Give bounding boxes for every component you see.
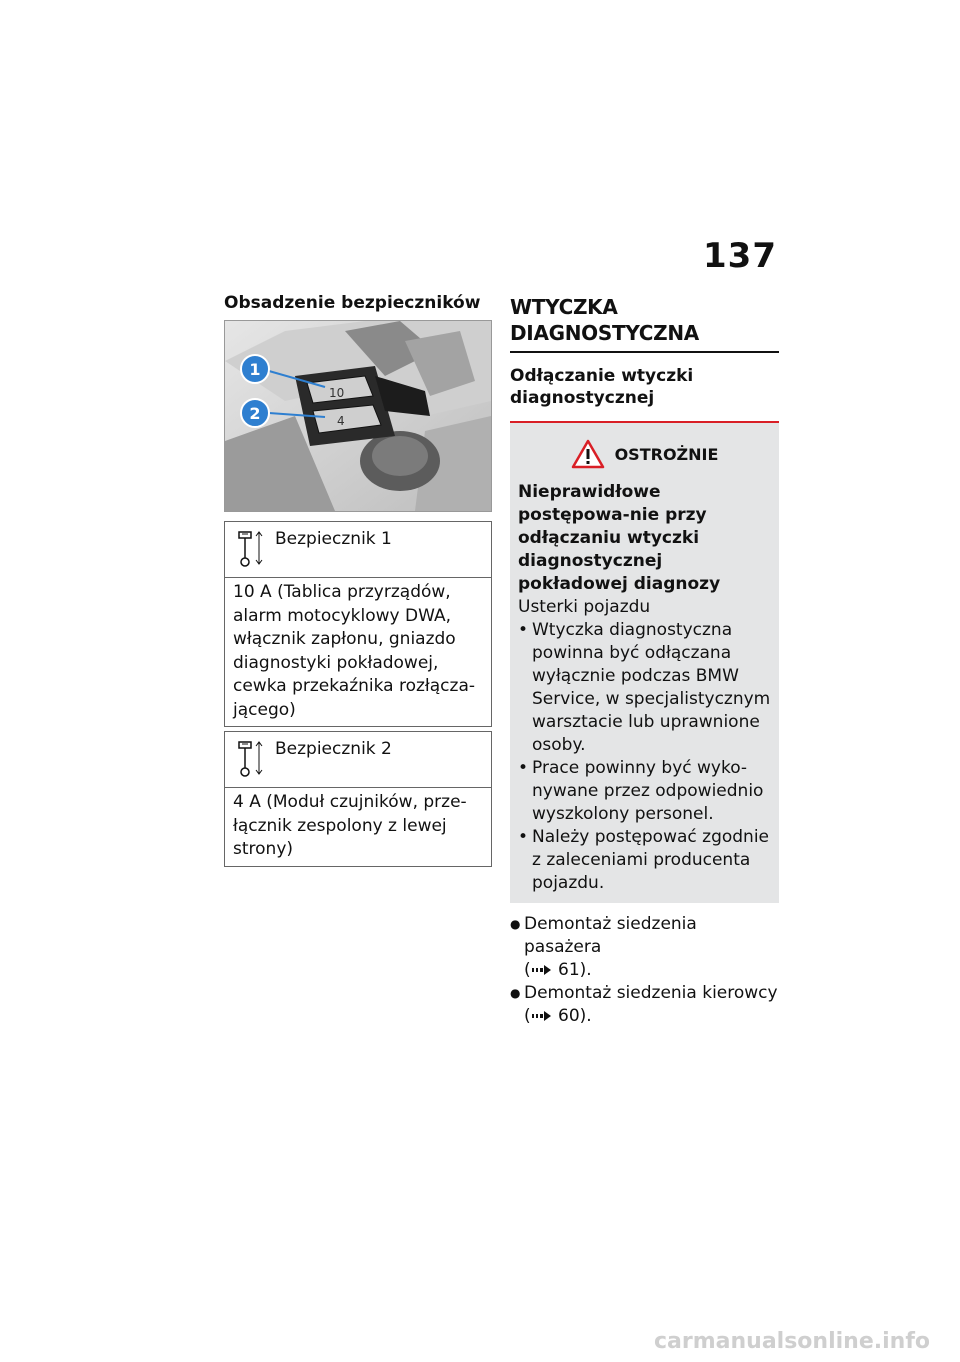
watermark: carmanualsonline.info <box>654 1329 930 1354</box>
step-2-text: Demontaż siedzenia kierowcy <box>524 983 778 1003</box>
fuse-1-box <box>224 521 492 727</box>
step-1-text: Demontaż siedzenia pasażera <box>524 914 697 957</box>
step-2-ref-page: 60). <box>558 1006 592 1026</box>
fuse-photo-illustration <box>225 321 491 511</box>
step-1-reference[interactable]: ( 61). <box>524 960 592 980</box>
procedure-steps <box>510 913 779 1028</box>
caution-label: OSTROŻNIE <box>614 444 719 464</box>
fuse-1-title: Bezpiecznik 1 <box>275 529 392 549</box>
fuse-label-2: 4 <box>337 414 345 428</box>
fuse-2-box <box>224 731 492 867</box>
caution-bullet: • Prace powinny być wyko-nywane przez odpowiednio wyszkolony personel. <box>518 757 771 826</box>
sub-title: Odłączanie wtyczki diagnostycznej <box>510 365 779 423</box>
fuse-label-1: 10 <box>329 386 345 400</box>
step-1-ref-page: 61). <box>558 960 592 980</box>
fuse-icon <box>237 528 267 570</box>
procedure-step <box>510 913 779 982</box>
fuse-assignment-section <box>224 292 492 867</box>
fuse-1-description: 10 A (Tablica przyrządów, alarm motocyklowy DWA, włącznik zapłonu, gniazdo diagnostyki pokładowej, cewka przekaźnika rozłącza-jącego) <box>233 582 476 720</box>
page-reference-arrow-icon <box>531 1010 553 1022</box>
page-number: 137 <box>703 236 777 276</box>
fuse-assignment-heading: Obsadzenie bezpieczników <box>224 293 481 313</box>
page-reference-arrow-icon <box>531 964 553 976</box>
callout-1: 1 <box>249 360 261 379</box>
caution-consequence: Usterki pojazdu <box>518 597 651 617</box>
fuse-photo <box>224 320 492 512</box>
callout-2: 2 <box>249 404 261 423</box>
caution-box <box>510 423 779 903</box>
fuse-icon <box>237 738 267 780</box>
section-title: WTYCZKA DIAGNOSTYCZNA <box>510 294 779 353</box>
fuse-2-description: 4 A (Moduł czujników, prze-łącznik zespolony z lewej strony) <box>233 792 467 859</box>
diagnostic-plug-section <box>510 292 779 1028</box>
caution-bullet: • Wtyczka diagnostyczna powinna być odłączana wyłącznie podczas BMW Service, w specjalistycznym warsztacie lub uprawnione osoby. <box>518 619 771 757</box>
procedure-step <box>510 982 779 1028</box>
step-2-reference[interactable]: ( 60). <box>524 1006 592 1026</box>
caution-bullets <box>518 619 771 895</box>
fuse-2-title: Bezpiecznik 2 <box>275 739 392 759</box>
caution-bullet: • Należy postępować zgodnie z zaleceniami producenta pojazdu. <box>518 826 771 895</box>
caution-title: Nieprawidłowe postępowa-nie przy odłączaniu wtyczki diagnostycznej pokładowej diagnozy <box>518 482 721 594</box>
warning-triangle-icon <box>571 439 605 469</box>
